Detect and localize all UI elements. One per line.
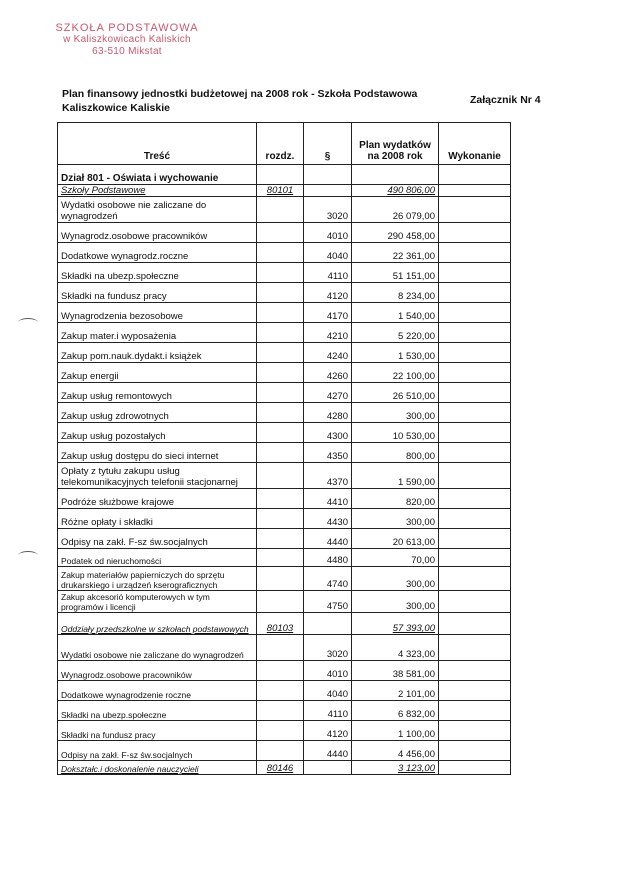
cell-plan: 1 590,00 bbox=[352, 463, 439, 489]
cell-plan: 1 540,00 bbox=[352, 303, 439, 323]
cell-plan: 300,00 bbox=[352, 591, 439, 613]
cell-plan: 1 530,00 bbox=[352, 343, 439, 363]
annex-label: Załącznik Nr 4 bbox=[470, 94, 541, 106]
cell-wykonanie bbox=[439, 463, 511, 489]
cell-paragraph: 4750 bbox=[304, 591, 352, 613]
cell-paragraph: 4410 bbox=[304, 489, 352, 509]
cell-tresc: Różne opłaty i składki bbox=[58, 509, 257, 529]
cell-tresc: Zakup pom.nauk.dydakt.i książek bbox=[58, 343, 257, 363]
cell-tresc: Podatek od nieruchomości bbox=[58, 549, 257, 567]
cell-paragraph: 4370 bbox=[304, 463, 352, 489]
cell-plan: 26 079,00 bbox=[352, 197, 439, 223]
cell-wykonanie bbox=[439, 223, 511, 243]
cell-rozdz bbox=[257, 635, 304, 661]
cell-tresc: Wydatki osobowe nie zaliczane do wynagrodzeń bbox=[58, 635, 257, 661]
cell-rozdz bbox=[257, 323, 304, 343]
cell-paragraph: 4480 bbox=[304, 549, 352, 567]
table-header-row bbox=[58, 123, 511, 165]
cell-rozdz: 80101 bbox=[257, 185, 304, 197]
table-row bbox=[58, 283, 511, 303]
table-row bbox=[58, 509, 511, 529]
cell-plan: 300,00 bbox=[352, 403, 439, 423]
col-header-paragraph: § bbox=[304, 123, 352, 165]
table-row bbox=[58, 529, 511, 549]
cell-wykonanie bbox=[439, 635, 511, 661]
cell-wykonanie bbox=[439, 443, 511, 463]
cell-rozdz bbox=[257, 423, 304, 443]
cell-wykonanie bbox=[439, 283, 511, 303]
table-row bbox=[58, 443, 511, 463]
cell-tresc: Szkoły Podstawowe bbox=[58, 185, 257, 197]
cell-paragraph: 4240 bbox=[304, 343, 352, 363]
cell-wykonanie bbox=[439, 489, 511, 509]
cell-paragraph: 4010 bbox=[304, 223, 352, 243]
cell-wykonanie bbox=[439, 423, 511, 443]
table-row bbox=[58, 635, 511, 661]
cell-rozdz bbox=[257, 509, 304, 529]
cell-wykonanie bbox=[439, 509, 511, 529]
cell-wykonanie bbox=[439, 591, 511, 613]
cell-paragraph: 4010 bbox=[304, 661, 352, 681]
cell-tresc: Zakup energii bbox=[58, 363, 257, 383]
col-header-tresc: Treść bbox=[58, 123, 257, 165]
cell-plan: 51 151,00 bbox=[352, 263, 439, 283]
cell-tresc: Zakup usług zdrowotnych bbox=[58, 403, 257, 423]
table-row bbox=[58, 383, 511, 403]
cell-rozdz bbox=[257, 489, 304, 509]
table-row bbox=[58, 303, 511, 323]
cell-wykonanie bbox=[439, 363, 511, 383]
cell-rozdz bbox=[257, 701, 304, 721]
cell-paragraph: 4210 bbox=[304, 323, 352, 343]
cell-rozdz bbox=[257, 741, 304, 761]
title-line-2: Kaliszkowice Kaliskie bbox=[62, 102, 170, 114]
cell-paragraph: 4110 bbox=[304, 263, 352, 283]
cell-paragraph: 4280 bbox=[304, 403, 352, 423]
cell-paragraph: 4270 bbox=[304, 383, 352, 403]
cell-plan: 820,00 bbox=[352, 489, 439, 509]
cell-rozdz bbox=[257, 363, 304, 383]
cell-wykonanie bbox=[439, 383, 511, 403]
cell-tresc: Zakup usług pozostałych bbox=[58, 423, 257, 443]
table-row bbox=[58, 761, 511, 775]
cell-tresc: Dodatkowe wynagrodz.roczne bbox=[58, 243, 257, 263]
cell-wykonanie bbox=[439, 343, 511, 363]
cell-tresc: Opłaty z tytułu zakupu usług telekomunikacyjnych telefonii stacjonarnej bbox=[58, 463, 257, 489]
cell-wykonanie bbox=[439, 549, 511, 567]
cell-tresc: Podróże służbowe krajowe bbox=[58, 489, 257, 509]
cell-paragraph: 4040 bbox=[304, 243, 352, 263]
dzial-row bbox=[58, 165, 511, 185]
cell-paragraph: 3020 bbox=[304, 635, 352, 661]
cell-plan: 290 458,00 bbox=[352, 223, 439, 243]
cell-plan: 2 101,00 bbox=[352, 681, 439, 701]
cell-tresc: Wynagrodz.osobowe pracowników bbox=[58, 223, 257, 243]
table-row bbox=[58, 323, 511, 343]
cell-rozdz bbox=[257, 549, 304, 567]
cell-tresc: Dodatkowe wynagrodzenie roczne bbox=[58, 681, 257, 701]
cell-tresc: Zakup usług remontowych bbox=[58, 383, 257, 403]
cell-tresc: Zakup akcesorió komputerowych w tym programów i licencji bbox=[58, 591, 257, 613]
cell-tresc: Zakup mater.i wyposażenia bbox=[58, 323, 257, 343]
cell-plan: 70,00 bbox=[352, 549, 439, 567]
cell-rozdz bbox=[257, 343, 304, 363]
table-row bbox=[58, 613, 511, 635]
cell-tresc: Dokształc.i doskonalenie nauczycieli bbox=[58, 761, 257, 775]
cell-paragraph: 4350 bbox=[304, 443, 352, 463]
table-row bbox=[58, 223, 511, 243]
cell-rozdz bbox=[257, 463, 304, 489]
cell-plan: 1 100,00 bbox=[352, 721, 439, 741]
cell-rozdz bbox=[257, 223, 304, 243]
cell-wykonanie bbox=[439, 263, 511, 283]
table-row bbox=[58, 463, 511, 489]
cell-plan: 300,00 bbox=[352, 567, 439, 591]
cell-rozdz bbox=[257, 529, 304, 549]
cell-tresc: Wynagrodzenia bezosobowe bbox=[58, 303, 257, 323]
stamp-line-1: SZKOŁA PODSTAWOWA bbox=[55, 22, 199, 34]
table-row bbox=[58, 185, 511, 197]
cell-paragraph: 4120 bbox=[304, 283, 352, 303]
cell-plan: 6 832,00 bbox=[352, 701, 439, 721]
cell-wykonanie bbox=[439, 613, 511, 635]
cell-wykonanie bbox=[439, 721, 511, 741]
col-header-plan-line-1: Plan wydatków bbox=[359, 140, 431, 151]
col-header-plan bbox=[352, 123, 439, 165]
cell-wykonanie bbox=[439, 567, 511, 591]
cell-paragraph: 4260 bbox=[304, 363, 352, 383]
cell-rozdz bbox=[257, 567, 304, 591]
cell-rozdz bbox=[257, 403, 304, 423]
cell-plan: 300,00 bbox=[352, 509, 439, 529]
cell-wykonanie bbox=[439, 741, 511, 761]
stamp-line-2: w Kaliszkowicach Kaliskich bbox=[63, 34, 191, 45]
table-row bbox=[58, 591, 511, 613]
table-row bbox=[58, 363, 511, 383]
cell-rozdz bbox=[257, 681, 304, 701]
cell-tresc: Składki na fundusz pracy bbox=[58, 283, 257, 303]
cell-wykonanie bbox=[439, 323, 511, 343]
cell-paragraph: 4440 bbox=[304, 529, 352, 549]
cell-plan: 20 613,00 bbox=[352, 529, 439, 549]
cell-rozdz bbox=[257, 383, 304, 403]
cell-plan: 57 393,00 bbox=[352, 613, 439, 635]
cell-plan: 10 530,00 bbox=[352, 423, 439, 443]
cell-paragraph: 4170 bbox=[304, 303, 352, 323]
cell-tresc: Składki na fundusz pracy bbox=[58, 721, 257, 741]
col-header-plan-line-2: na 2008 rok bbox=[367, 151, 423, 162]
cell-paragraph: 4300 bbox=[304, 423, 352, 443]
cell-plan: 800,00 bbox=[352, 443, 439, 463]
table-row bbox=[58, 243, 511, 263]
cell-rozdz bbox=[257, 721, 304, 741]
cell-tresc: Odpisy na zakł. F-sz św.socjalnych bbox=[58, 529, 257, 549]
cell-wykonanie bbox=[439, 529, 511, 549]
cell-tresc: Zakup usług dostępu do sieci internet bbox=[58, 443, 257, 463]
cell-plan: 8 234,00 bbox=[352, 283, 439, 303]
table-row bbox=[58, 549, 511, 567]
cell-plan: 4 456,00 bbox=[352, 741, 439, 761]
cell-tresc: Składki na ubezp.społeczne bbox=[58, 701, 257, 721]
cell-plan: 5 220,00 bbox=[352, 323, 439, 343]
cell-plan: 38 581,00 bbox=[352, 661, 439, 681]
cell-plan: 490 806,00 bbox=[352, 185, 439, 197]
cell-rozdz bbox=[257, 263, 304, 283]
school-stamp bbox=[52, 22, 202, 58]
table-row bbox=[58, 681, 511, 701]
cell-tresc: Wydatki osobowe nie zaliczane do wynagrodzeń bbox=[58, 197, 257, 223]
table-row bbox=[58, 263, 511, 283]
table-row bbox=[58, 661, 511, 681]
cell-paragraph: 3020 bbox=[304, 197, 352, 223]
cell-wykonanie bbox=[439, 403, 511, 423]
budget-table bbox=[57, 122, 511, 775]
cell-wykonanie bbox=[439, 303, 511, 323]
cell-paragraph bbox=[304, 613, 352, 635]
col-header-wykonanie: Wykonanie bbox=[439, 123, 511, 165]
cell-plan: 4 323,00 bbox=[352, 635, 439, 661]
cell-rozdz bbox=[257, 443, 304, 463]
table-row bbox=[58, 701, 511, 721]
cell-paragraph: 4430 bbox=[304, 509, 352, 529]
cell-paragraph: 4740 bbox=[304, 567, 352, 591]
stamp-line-3: 63-510 Mikstat bbox=[92, 46, 162, 57]
cell-wykonanie bbox=[439, 681, 511, 701]
cell-wykonanie bbox=[439, 661, 511, 681]
cell-wykonanie bbox=[439, 243, 511, 263]
table-row bbox=[58, 423, 511, 443]
margin-mark bbox=[18, 318, 38, 327]
table-row bbox=[58, 403, 511, 423]
table-row bbox=[58, 567, 511, 591]
cell-wykonanie bbox=[439, 185, 511, 197]
cell-tresc: Oddziały przedszkolne w szkołach podstawowych bbox=[58, 613, 257, 635]
cell-paragraph: 4120 bbox=[304, 721, 352, 741]
cell-plan: 22 100,00 bbox=[352, 363, 439, 383]
cell-paragraph bbox=[304, 761, 352, 775]
cell-rozdz bbox=[257, 197, 304, 223]
table-row bbox=[58, 343, 511, 363]
cell-rozdz bbox=[257, 243, 304, 263]
cell-paragraph: 4440 bbox=[304, 741, 352, 761]
cell-wykonanie bbox=[439, 197, 511, 223]
col-header-rozdz: rozdz. bbox=[257, 123, 304, 165]
cell-tresc: Składki na ubezp.społeczne bbox=[58, 263, 257, 283]
cell-rozdz: 80146 bbox=[257, 761, 304, 775]
cell-plan: 3 123,00 bbox=[352, 761, 439, 775]
cell-rozdz bbox=[257, 283, 304, 303]
table-row bbox=[58, 741, 511, 761]
cell-tresc: Wynagrodz.osobowe pracowników bbox=[58, 661, 257, 681]
cell-wykonanie bbox=[439, 761, 511, 775]
cell-rozdz bbox=[257, 303, 304, 323]
document-title bbox=[62, 87, 462, 115]
dzial-label: Dział 801 - Oświata i wychowanie bbox=[58, 165, 257, 185]
margin-mark bbox=[18, 551, 38, 560]
cell-wykonanie bbox=[439, 701, 511, 721]
cell-plan: 22 361,00 bbox=[352, 243, 439, 263]
cell-rozdz bbox=[257, 591, 304, 613]
cell-tresc: Zakup materiałów papierniczych do sprzętu drukarskiego i urządzeń kserograficznych bbox=[58, 567, 257, 591]
table-row bbox=[58, 197, 511, 223]
cell-rozdz: 80103 bbox=[257, 613, 304, 635]
cell-paragraph: 4110 bbox=[304, 701, 352, 721]
cell-plan: 26 510,00 bbox=[352, 383, 439, 403]
table-row bbox=[58, 489, 511, 509]
cell-tresc: Odpisy na zakł. F-sz św.socjalnych bbox=[58, 741, 257, 761]
cell-paragraph bbox=[304, 185, 352, 197]
table-row bbox=[58, 721, 511, 741]
title-line-1: Plan finansowy jednostki budżetowej na 2008 rok - Szkoła Podstawowa bbox=[62, 88, 418, 100]
cell-paragraph: 4040 bbox=[304, 681, 352, 701]
cell-rozdz bbox=[257, 661, 304, 681]
